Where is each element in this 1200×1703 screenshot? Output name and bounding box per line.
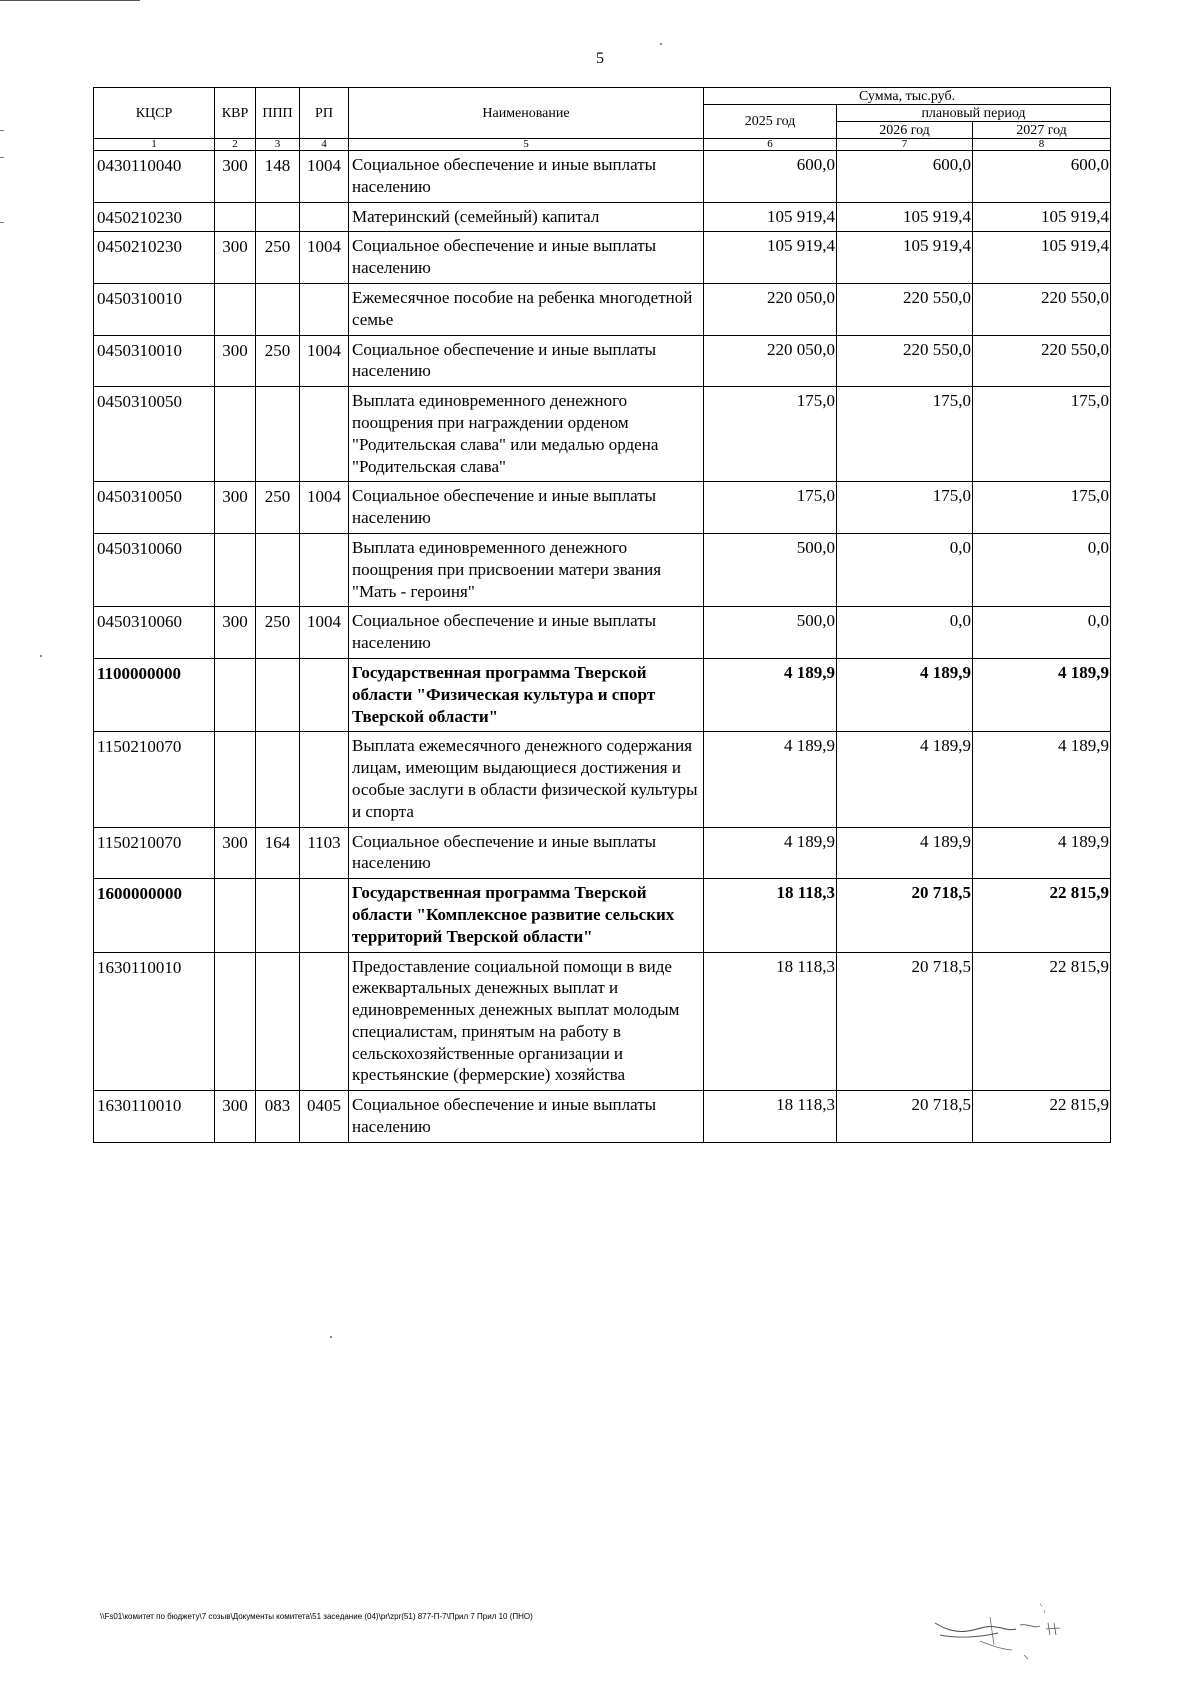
cell-ppp: 250 <box>256 335 300 387</box>
cell-amount-2025: 4 189,9 <box>704 827 837 879</box>
cell-name: Социальное обеспечение и иные выплаты населению <box>349 151 704 203</box>
table-row <box>94 151 1111 203</box>
cell-amount-2026: 600,0 <box>837 151 973 203</box>
table-row <box>94 283 1111 335</box>
cell-kvr: 300 <box>215 335 256 387</box>
cell-kvr: 300 <box>215 151 256 203</box>
cell-amount-2026: 4 189,9 <box>837 658 973 731</box>
cell-amount-2025: 18 118,3 <box>704 1091 837 1143</box>
cell-amount-2027: 220 550,0 <box>973 283 1111 335</box>
cell-rp: 1004 <box>300 232 349 284</box>
cell-amount-2025: 18 118,3 <box>704 879 837 952</box>
budget-table <box>93 87 1111 1143</box>
cell-amount-2027: 105 919,4 <box>973 202 1111 232</box>
cell-amount-2026: 4 189,9 <box>837 732 973 827</box>
cell-rp: 1004 <box>300 151 349 203</box>
cell-kvr: 300 <box>215 232 256 284</box>
cell-rp <box>300 879 349 952</box>
cell-amount-2027: 175,0 <box>973 387 1111 482</box>
margin-tick <box>0 130 4 131</box>
cell-name: Выплата единовременного денежного поощрения при награждении орденом "Родительская слава" или медалью ордена "Родительская слава" <box>349 387 704 482</box>
page-number: 5 <box>596 50 604 67</box>
cell-amount-2026: 4 189,9 <box>837 827 973 879</box>
cell-amount-2027: 4 189,9 <box>973 827 1111 879</box>
cell-rp: 0405 <box>300 1091 349 1143</box>
cell-amount-2025: 500,0 <box>704 607 837 659</box>
cell-amount-2025: 500,0 <box>704 533 837 606</box>
cell-ppp: 250 <box>256 607 300 659</box>
cell-rp: 1004 <box>300 482 349 534</box>
table-row <box>94 607 1111 659</box>
table-row <box>94 387 1111 482</box>
header-2026: 2026 год <box>837 122 973 139</box>
cell-amount-2026: 20 718,5 <box>837 1091 973 1143</box>
cell-rp: 1004 <box>300 335 349 387</box>
header-2027: 2027 год <box>973 122 1111 139</box>
cell-amount-2025: 105 919,4 <box>704 202 837 232</box>
cell-amount-2026: 0,0 <box>837 533 973 606</box>
cell-kvr <box>215 658 256 731</box>
cell-ppp: 083 <box>256 1091 300 1143</box>
margin-tick <box>0 157 4 158</box>
header-ppp: ППП <box>256 88 300 139</box>
header-rp: РП <box>300 88 349 139</box>
cell-kvr: 300 <box>215 827 256 879</box>
table-row <box>94 533 1111 606</box>
cell-amount-2025: 600,0 <box>704 151 837 203</box>
table-row <box>94 202 1111 232</box>
table-body <box>94 151 1111 1143</box>
cell-ppp <box>256 952 300 1091</box>
cell-rp <box>300 658 349 731</box>
cell-amount-2026: 0,0 <box>837 607 973 659</box>
cell-kcsr: 0450310050 <box>94 387 215 482</box>
cell-kvr: 300 <box>215 607 256 659</box>
table-row <box>94 732 1111 827</box>
cell-kcsr: 1150210070 <box>94 827 215 879</box>
cell-amount-2027: 220 550,0 <box>973 335 1111 387</box>
cell-kvr <box>215 387 256 482</box>
cell-amount-2026: 20 718,5 <box>837 879 973 952</box>
cell-amount-2027: 175,0 <box>973 482 1111 534</box>
table-row <box>94 1091 1111 1143</box>
cell-amount-2025: 175,0 <box>704 482 837 534</box>
cell-name: Социальное обеспечение и иные выплаты населению <box>349 232 704 284</box>
cell-amount-2025: 220 050,0 <box>704 283 837 335</box>
cell-amount-2026: 105 919,4 <box>837 202 973 232</box>
header-planned-period: плановый период <box>837 105 1111 122</box>
cell-amount-2025: 220 050,0 <box>704 335 837 387</box>
table-row <box>94 658 1111 731</box>
table-row <box>94 482 1111 534</box>
cell-name: Ежемесячное пособие на ребенка многодетной семье <box>349 283 704 335</box>
cell-kcsr: 0450310010 <box>94 283 215 335</box>
cell-name: Выплата единовременного денежного поощрения при присвоении матери звания "Мать - героиня" <box>349 533 704 606</box>
cell-name: Выплата ежемесячного денежного содержания лицам, имеющим выдающиеся достижения и особые заслуги в области физической культуры и спорта <box>349 732 704 827</box>
cell-kcsr: 1100000000 <box>94 658 215 731</box>
cell-kvr: 300 <box>215 482 256 534</box>
cell-amount-2025: 175,0 <box>704 387 837 482</box>
cell-ppp <box>256 202 300 232</box>
cell-kcsr: 0430110040 <box>94 151 215 203</box>
cell-rp <box>300 387 349 482</box>
cell-ppp: 250 <box>256 482 300 534</box>
cell-kcsr: 0450310060 <box>94 607 215 659</box>
cell-rp <box>300 533 349 606</box>
top-rule <box>0 0 140 1</box>
table-row <box>94 232 1111 284</box>
cell-name: Государственная программа Тверской области "Комплексное развитие сельских территорий Тверской области" <box>349 879 704 952</box>
cell-amount-2025: 4 189,9 <box>704 658 837 731</box>
cell-rp <box>300 202 349 232</box>
scan-speck <box>330 1336 332 1338</box>
cell-amount-2027: 600,0 <box>973 151 1111 203</box>
cell-kvr <box>215 732 256 827</box>
cell-kvr: 300 <box>215 1091 256 1143</box>
cell-rp: 1103 <box>300 827 349 879</box>
cell-ppp: 164 <box>256 827 300 879</box>
cell-rp <box>300 283 349 335</box>
table-row <box>94 335 1111 387</box>
header-kvr: КВР <box>215 88 256 139</box>
cell-ppp <box>256 658 300 731</box>
table-row <box>94 952 1111 1091</box>
cell-name: Материнский (семейный) капитал <box>349 202 704 232</box>
cell-name: Предоставление социальной помощи в виде ежеквартальных денежных выплат и единовременных денежных выплат молодым специалистам, принятым на работу в сельскохозяйственные организации и крестьянские (фермерские) хозяйства <box>349 952 704 1091</box>
cell-name: Социальное обеспечение и иные выплаты населению <box>349 482 704 534</box>
cell-amount-2025: 18 118,3 <box>704 952 837 1091</box>
cell-rp: 1004 <box>300 607 349 659</box>
cell-amount-2025: 4 189,9 <box>704 732 837 827</box>
cell-amount-2025: 105 919,4 <box>704 232 837 284</box>
cell-amount-2027: 0,0 <box>973 533 1111 606</box>
header-2025: 2025 год <box>704 105 837 139</box>
header-kcsr: КЦСР <box>94 88 215 139</box>
cell-name: Государственная программа Тверской области "Физическая культура и спорт Тверской области" <box>349 658 704 731</box>
cell-rp <box>300 732 349 827</box>
cell-amount-2027: 0,0 <box>973 607 1111 659</box>
cell-kcsr: 0450210230 <box>94 202 215 232</box>
cell-kcsr: 1150210070 <box>94 732 215 827</box>
cell-ppp <box>256 879 300 952</box>
cell-amount-2026: 175,0 <box>837 387 973 482</box>
cell-amount-2026: 220 550,0 <box>837 283 973 335</box>
scan-speck <box>660 43 662 45</box>
header-name: Наименование <box>349 88 704 139</box>
column-number: 5 <box>349 139 704 151</box>
column-number: 3 <box>256 139 300 151</box>
margin-tick <box>0 222 4 223</box>
cell-ppp: 148 <box>256 151 300 203</box>
cell-kcsr: 1630110010 <box>94 1091 215 1143</box>
cell-kvr <box>215 533 256 606</box>
cell-amount-2026: 175,0 <box>837 482 973 534</box>
cell-amount-2027: 22 815,9 <box>973 952 1111 1091</box>
cell-kvr <box>215 283 256 335</box>
cell-kvr <box>215 952 256 1091</box>
cell-ppp <box>256 387 300 482</box>
cell-amount-2026: 20 718,5 <box>837 952 973 1091</box>
column-number: 6 <box>704 139 837 151</box>
cell-kvr <box>215 879 256 952</box>
cell-name: Социальное обеспечение и иные выплаты населению <box>349 827 704 879</box>
table-row <box>94 827 1111 879</box>
cell-amount-2027: 22 815,9 <box>973 879 1111 952</box>
handwritten-signature <box>920 1595 1100 1665</box>
table-row <box>94 879 1111 952</box>
cell-kcsr: 0450310060 <box>94 533 215 606</box>
cell-kcsr: 0450210230 <box>94 232 215 284</box>
cell-amount-2026: 220 550,0 <box>837 335 973 387</box>
cell-ppp <box>256 283 300 335</box>
cell-kvr <box>215 202 256 232</box>
cell-ppp <box>256 732 300 827</box>
cell-amount-2027: 4 189,9 <box>973 732 1111 827</box>
cell-name: Социальное обеспечение и иные выплаты населению <box>349 335 704 387</box>
column-number: 7 <box>837 139 973 151</box>
cell-amount-2027: 4 189,9 <box>973 658 1111 731</box>
cell-amount-2027: 105 919,4 <box>973 232 1111 284</box>
cell-kcsr: 1630110010 <box>94 952 215 1091</box>
column-number: 4 <box>300 139 349 151</box>
cell-kcsr: 1600000000 <box>94 879 215 952</box>
header-sum: Сумма, тыс.руб. <box>704 88 1111 105</box>
column-number: 1 <box>94 139 215 151</box>
column-number: 8 <box>973 139 1111 151</box>
cell-amount-2026: 105 919,4 <box>837 232 973 284</box>
scan-speck <box>40 655 42 657</box>
cell-kcsr: 0450310050 <box>94 482 215 534</box>
cell-ppp: 250 <box>256 232 300 284</box>
cell-name: Социальное обеспечение и иные выплаты населению <box>349 1091 704 1143</box>
cell-kcsr: 0450310010 <box>94 335 215 387</box>
cell-ppp <box>256 533 300 606</box>
column-number: 2 <box>215 139 256 151</box>
cell-amount-2027: 22 815,9 <box>973 1091 1111 1143</box>
footer-file-path: \\Fs01\комитет по бюджету\7 созыв\Документы комитета\51 заседание (04)\pr\zpr(51) 877-П-7\Прил 7 Прил 10 (ПНО) <box>100 1612 533 1621</box>
cell-rp <box>300 952 349 1091</box>
cell-name: Социальное обеспечение и иные выплаты населению <box>349 607 704 659</box>
